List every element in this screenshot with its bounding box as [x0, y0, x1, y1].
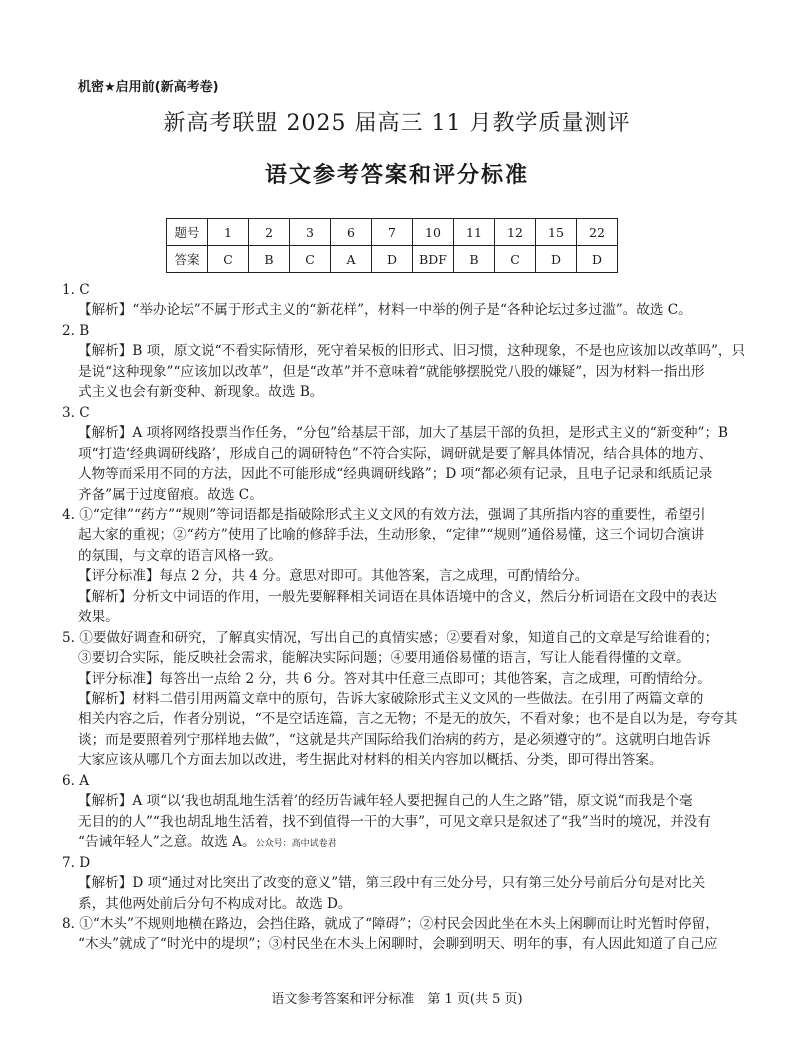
question-number-cell: 3 — [290, 219, 331, 246]
explanation-line — [78, 566, 588, 586]
line-text: 5. ①要做好调查和研究，了解真实情况，写出自己的真情实感；②要看对象，知道自己的文章是写给谁看的； — [62, 629, 719, 646]
explanation-line — [78, 894, 352, 914]
answer-cell: B — [249, 246, 290, 273]
explanation-line — [78, 587, 717, 607]
explanation-line — [78, 669, 711, 689]
explanation-line — [78, 648, 690, 668]
question-number-cell: 2 — [249, 219, 290, 246]
explanation-line — [78, 730, 711, 750]
question-answer-line — [62, 914, 719, 934]
question-number-row — [167, 219, 618, 246]
page-footer: 语文参考答案和评分标准 第 1 页(共 5 页) — [271, 992, 523, 1007]
line-text: 【评分标准】每答出一点给 2 分，共 6 分。答对其中任意三点即可；其他答案，言之成理，可酌情给分。 — [78, 670, 711, 687]
answer-cell: D — [372, 246, 413, 273]
line-text: 无目的的人”“我也胡乱地生活着，找不到值得一干的大事”，可见文章只是叙述了“我”当时的境况，并没有 — [78, 813, 711, 830]
explanation-line — [78, 464, 712, 484]
question-number-cell: 7 — [372, 219, 413, 246]
explanation-line — [78, 750, 663, 770]
explanation-line — [78, 791, 693, 811]
line-text: 人物等而采用不同的方法，因此不可能形成“经典调研线路”；D 项“都必须有记录，且电子记录和纸质记录 — [78, 466, 713, 483]
explanation-line — [78, 607, 119, 627]
answer-cell: B — [454, 246, 495, 273]
question-answer-line — [62, 853, 90, 873]
line-text: 大家应该从哪几个方面去加以改进，考生据此对材料的相关内容加以概括、分类，即可得出答案。 — [78, 752, 663, 769]
line-text: 系，其他两处前后分句不构成对比。故选 D。 — [78, 895, 352, 912]
line-text: 【解析】A 项“以‘我也胡乱地生活着’的经历告诫年轻人要把握自己的人生之路”错，原文说“而我是个毫 — [78, 793, 693, 810]
confidential-label: 机密★启用前(新高考卷) — [78, 80, 219, 95]
line-text: ③要切合实际，能反映社会需求，能解决实际问题；④要用通俗易懂的语言，写让人能看得懂的文章。 — [78, 650, 690, 667]
explanation-line — [78, 444, 712, 464]
question-answer-line — [62, 771, 89, 791]
line-text: 2. B — [62, 322, 90, 339]
explanation-line — [78, 934, 718, 954]
question-number-cell: 12 — [495, 219, 536, 246]
row-label: 题号 — [167, 219, 208, 246]
answer-row — [167, 246, 618, 273]
line-text: “告诫年轻人”之意。故选 A。 — [78, 834, 256, 851]
line-text: 【解析】D 项“通过对比突出了改变的意义”错，第三段中有三处分号，只有第三处分号前后分句是对比关 — [78, 875, 706, 892]
explanation-line — [78, 709, 737, 729]
explanation-line — [78, 300, 692, 320]
line-text: 的氛围，与文章的语言风格一致。 — [78, 547, 282, 564]
document-title: 语文参考答案和评分标准 — [264, 163, 529, 188]
explanation-line — [78, 362, 705, 382]
line-text: 是说“这种现象”“应该加以改革”，但是“改革”并不意味着“就能够摆脱党八股的嫌疑”，因为材料一指出形 — [78, 363, 705, 380]
question-answer-line — [62, 403, 90, 423]
question-answer-line — [62, 321, 89, 341]
question-number-cell: 22 — [577, 219, 618, 246]
question-number-cell: 10 — [413, 219, 454, 246]
line-text: 效果。 — [78, 609, 119, 626]
exam-title: 新高考联盟 2025 届高三 11 月教学质量测评 — [163, 111, 631, 136]
answer-table — [166, 218, 618, 273]
question-number-cell: 1 — [208, 219, 249, 246]
explanation-line — [78, 525, 704, 545]
explanation-line — [78, 873, 705, 893]
line-text: 【解析】材料二借引用两篇文章中的原句，告诉大家破除形式主义文风的一些做法。在引用了两篇文章的 — [78, 691, 704, 707]
line-text: 齐备”属于过度留痕。故选 C。 — [78, 486, 263, 503]
line-text: 4. ①“定律”“药方”“规则”等词语都是指破除形式主义文风的有效方法，强调了其所指内容的重要性，希望引 — [62, 506, 706, 523]
explanation-line — [78, 423, 728, 443]
answer-cell: D — [536, 246, 577, 273]
question-number-cell: 11 — [454, 219, 495, 246]
explanation-line — [78, 341, 745, 361]
answer-cell: BDF — [413, 246, 454, 273]
line-text: 【解析】分析文中词语的作用，一般先要解释相关词语在具体语境中的含义，然后分析词语在文段中的表达 — [78, 588, 717, 605]
line-text: 7. D — [62, 854, 91, 871]
explanation-line — [78, 546, 282, 566]
answer-cell: D — [577, 246, 618, 273]
line-text: 【解析】B 项，原文说“不看实际情形，死守着呆板的旧形式、旧习惯，这种现象，不是也应该加以改革吗”，只 — [78, 343, 746, 360]
question-number-cell: 6 — [331, 219, 372, 246]
answer-cell: A — [331, 246, 372, 273]
line-text: 起大家的重视；②“药方”使用了比喻的修辞手法，生动形象，“定律”“规则”通俗易懂，这三个词切合演讲 — [78, 527, 705, 544]
question-answer-line — [62, 280, 90, 300]
explanation-line — [78, 485, 263, 505]
line-text: 【评分标准】每点 2 分，共 4 分。意思对即可。其他答案，言之成理，可酌情给分。 — [78, 568, 589, 585]
explanation-line — [78, 812, 711, 832]
question-answer-line — [62, 628, 718, 648]
line-text: 1. C — [62, 282, 90, 298]
explanation-line — [78, 382, 323, 402]
explanation-line — [78, 689, 703, 709]
line-text: 项“打造‘经典调研线路’，形成自己的调研特色”不符合实际，调研就是要了解具体情况，结合具体的地方、 — [78, 445, 713, 462]
row-label: 答案 — [167, 246, 208, 273]
question-answer-line — [62, 505, 706, 525]
line-text: 6. A — [62, 772, 90, 789]
line-text: 式主义也会有新变种、新现象。故选 B。 — [78, 384, 324, 401]
line-text: 【解析】A 项将网络投票当作任务，“分包”给基层干部，加大了基层干部的负担，是形式主义的“新变种”；B — [78, 425, 729, 442]
line-text: 3. C — [62, 404, 90, 421]
line-text: 谈；而是要照着列宁那样地去做”，“这就是共产国际给我们治病的药方，是必须遵守的”。这就明白地告诉 — [78, 731, 711, 748]
answer-cell: C — [208, 246, 249, 273]
line-text: 相关内容之后，作者分别说，“不是空话连篇，言之无物；不是无的放矢，不看对象；也不是自以为是，夸夸其 — [78, 711, 738, 728]
watermark-note: 公众号：高中试卷君 — [255, 839, 337, 850]
line-text: “木头”就成了“时光中的堤坝”；③村民坐在木头上闲聊时，会聊到明天、明年的事，有人因此知道了自己应 — [78, 936, 718, 953]
question-number-cell: 15 — [536, 219, 577, 246]
explanation-line — [78, 832, 337, 854]
line-text: 8. ①“木头”不规则地横在路边，会挡住路，就成了“障碍”；②村民会因此坐在木头上闲聊而让时光暂时停留， — [62, 915, 719, 932]
answer-cell: C — [495, 246, 536, 273]
answer-cell: C — [290, 246, 331, 273]
line-text: 【解析】“举办论坛”不属于形式主义的“新花样”，材料一中举的例子是“各种论坛过多过滥”。故选 C。 — [78, 302, 692, 319]
